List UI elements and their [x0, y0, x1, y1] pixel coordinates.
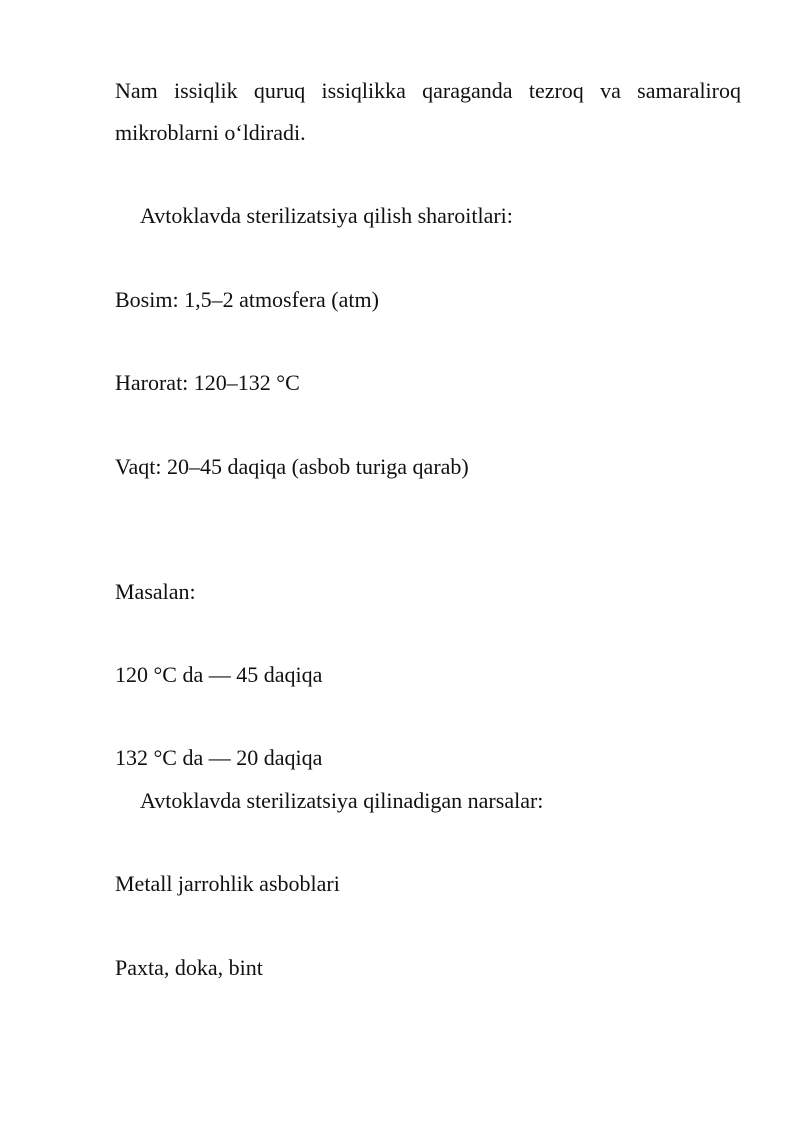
items-heading: Avtoklavda sterilizatsiya qilinadigan narsalar:: [140, 788, 544, 813]
temperature-condition: Harorat: 120–132 °C: [115, 370, 300, 395]
item-cotton-gauze: Paxta, doka, bint: [115, 955, 263, 980]
pressure-condition: Bosim: 1,5–2 atmosfera (atm): [115, 287, 379, 312]
example-120: 120 °C da — 45 daqiqa: [115, 662, 323, 687]
examples-label: Masalan:: [115, 579, 196, 604]
intro-paragraph-line-2: mikroblarni o‘ldiradi.: [115, 120, 306, 145]
conditions-heading: Avtoklavda sterilizatsiya qilish sharoitlari:: [140, 203, 513, 228]
time-condition: Vaqt: 20–45 daqiqa (asbob turiga qarab): [115, 454, 469, 479]
example-132: 132 °C da — 20 daqiqa: [115, 745, 323, 770]
item-metal-instruments: Metall jarrohlik asboblari: [115, 871, 340, 896]
intro-paragraph-line-1: Nam issiqlik quruq issiqlikka qaraganda tezroq va samaraliroq: [115, 78, 741, 103]
